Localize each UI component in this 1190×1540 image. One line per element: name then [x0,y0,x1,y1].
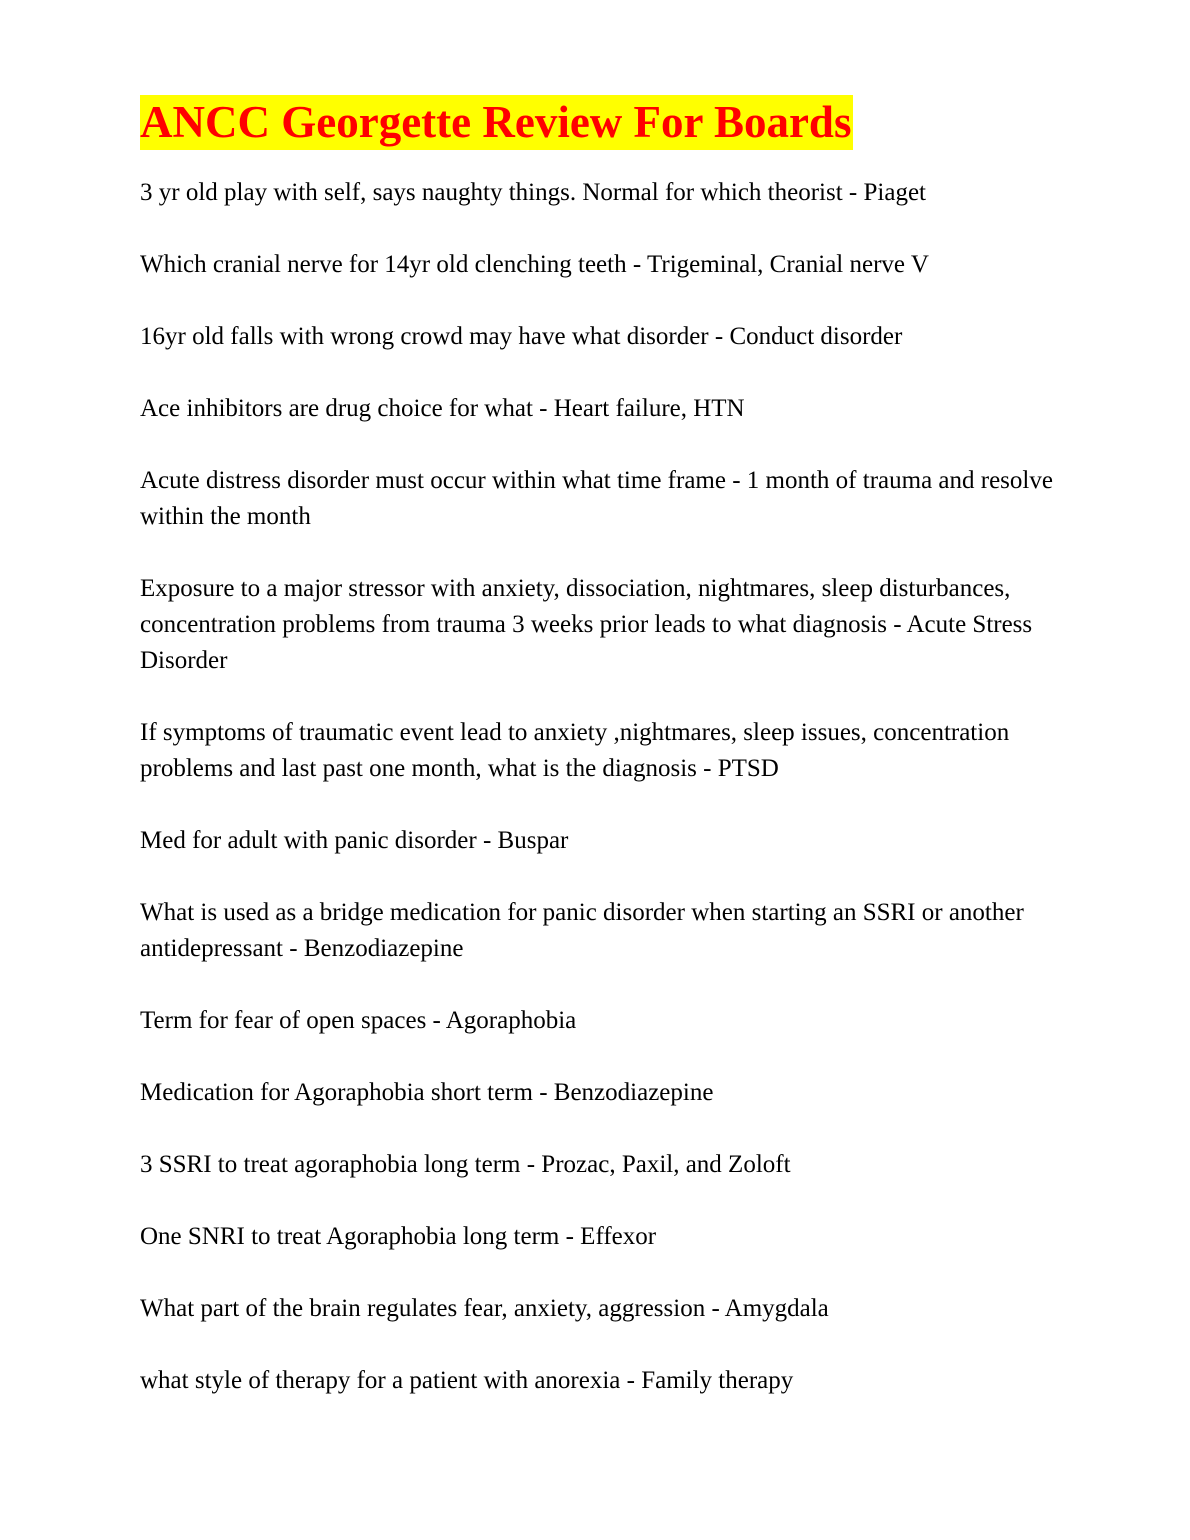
qa-item: Ace inhibitors are drug choice for what - Heart failure, HTN [140,395,745,422]
qa-item: 16yr old falls with wrong crowd may have what disorder - Conduct disorder [140,323,903,350]
qa-item: Term for fear of open spaces - Agoraphobia [140,1007,577,1034]
qa-item: 3 SSRI to treat agoraphobia long term - Prozac, Paxil, and Zoloft [140,1151,791,1178]
qa-item: 3 yr old play with self, says naughty things. Normal for which theorist - Piaget [140,179,926,206]
qa-item: Medication for Agoraphobia short term - Benzodiazepine [140,1079,714,1106]
qa-item: what style of therapy for a patient with anorexia - Family therapy [140,1367,794,1394]
qa-item: What part of the brain regulates fear, anxiety, aggression - Amygdala [140,1295,829,1322]
qa-item: One SNRI to treat Agoraphobia long term - Effexor [140,1223,657,1250]
qa-item: What is used as a bridge medication for panic disorder when starting an SSRI or another antidepressant - Benzodiazepine [140,899,1024,962]
qa-item: Med for adult with panic disorder - Buspar [140,827,569,854]
document-title: ANCC Georgette Review For Boards [140,95,853,150]
qa-item: Which cranial nerve for 14yr old clenching teeth - Trigeminal, Cranial nerve V [140,251,929,278]
qa-item: Acute distress disorder must occur within what time frame - 1 month of trauma and resolve within the month [140,467,1053,530]
qa-item: Exposure to a major stressor with anxiety, dissociation, nightmares, sleep disturbances, concentration problems from trauma 3 weeks prior leads to what diagnosis - Acute Stress Disorder [140,575,1033,674]
qa-item: If symptoms of traumatic event lead to anxiety ,nightmares, sleep issues, concentration problems and last past one month, what is the diagnosis - PTSD [140,719,1010,782]
